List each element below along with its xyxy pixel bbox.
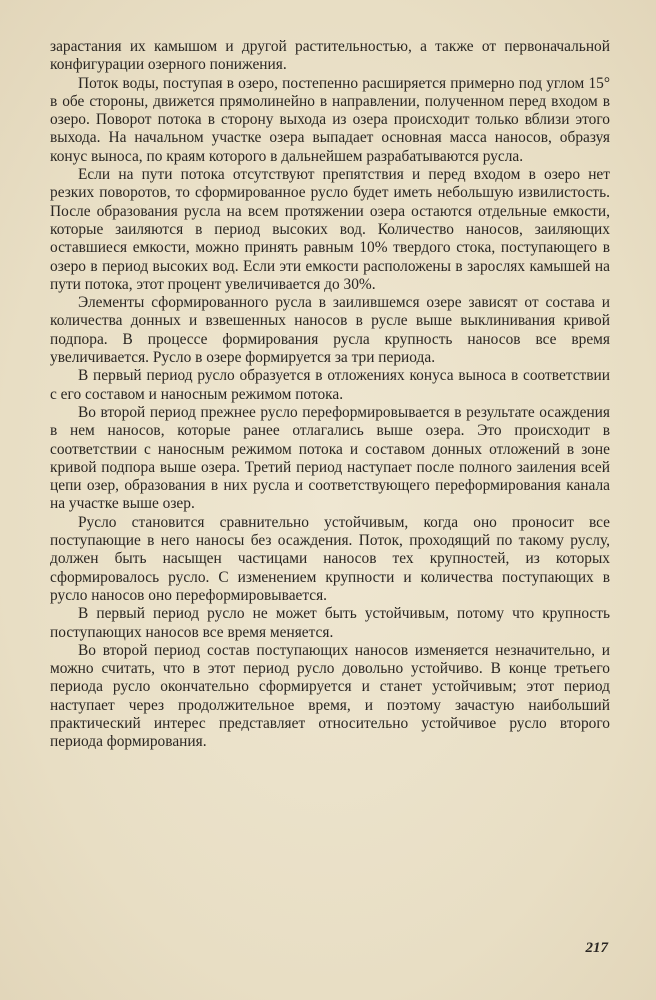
page-number: 217 [585, 940, 608, 956]
paragraph-7: Русло становится сравнительно устойчивым, когда оно проносит все поступающие в него наносы без осаждения. Поток, проходящий по такому руслу, должен быть насыщен частицами наносов тех крупностей, из которых сформировалось русло. С изменением крупности и количества поступающих в русло наносов оно переформировывается. [50, 513, 610, 604]
paragraph-9: Во второй период состав поступающих наносов изменяется незначительно, и можно считать, что в этот период русло довольно устойчиво. В конце третьего периода русло окончательно сформируется и станет устойчивым; этот период наступает через продолжительное время, и поэтому зачастую наибольший практический интерес представляет относительно устойчивое русло второго периода формирования. [50, 641, 610, 751]
paragraph-5: В первый период русло образуется в отложениях конуса выноса в соответствии с его составом и наносным режимом потока. [50, 367, 610, 403]
paragraph-1: зарастания их камышом и другой растительностью, а также от первоначальной конфигурации озерного понижения. [50, 38, 610, 74]
body-text [50, 38, 610, 752]
paragraph-6: Во второй период прежнее русло переформировывается в результате осаждения в нем наносов, которые ранее отлагались выше озера. Это происходит в соответствии с наносным режимом потока и составом донных отложений в зоне кривой подпора выше озера. Третий период наступает после полного заиления всей цепи озер, образования в них русла и соответствующего переформирования канала на участке выше озер. [50, 403, 610, 513]
paragraph-8: В первый период русло не может быть устойчивым, потому что крупность поступающих наносов все время меняется. [50, 605, 610, 641]
paragraph-2: Поток воды, поступая в озеро, постепенно расширяется примерно под углом 15° в обе стороны, движется прямолинейно в направлении, полученном перед входом в озеро. Поворот потока в сторону выхода из озера происходит только вблизи этого выхода. На начальном участке озера выпадает основная масса наносов, образуя конус выноса, по краям которого в дальнейшем разрабатываются русла. [50, 74, 610, 165]
paragraph-3: Если на пути потока отсутствуют препятствия и перед входом в озеро нет резких поворотов, то сформированное русло будет иметь небольшую извилистость. После образования русла на всем протяжении озера остаются отдельные емкости, которые заиляются в период высоких вод. Количество наносов, заиляющих оставшиеся емкости, можно принять равным 10% твердого стока, поступающего в озеро в период высоких вод. Если эти емкости расположены в зарослях камышей на пути потока, этот процент увеличивается до 30%. [50, 166, 610, 293]
paragraph-4: Элементы сформированного русла в заилившемся озере зависят от состава и количества донных и взвешенных наносов в русле выше выклинивания кривой подпора. В процессе формирования русла крупность наносов все время увеличивается. Русло в озере формируется за три периода. [50, 294, 610, 367]
